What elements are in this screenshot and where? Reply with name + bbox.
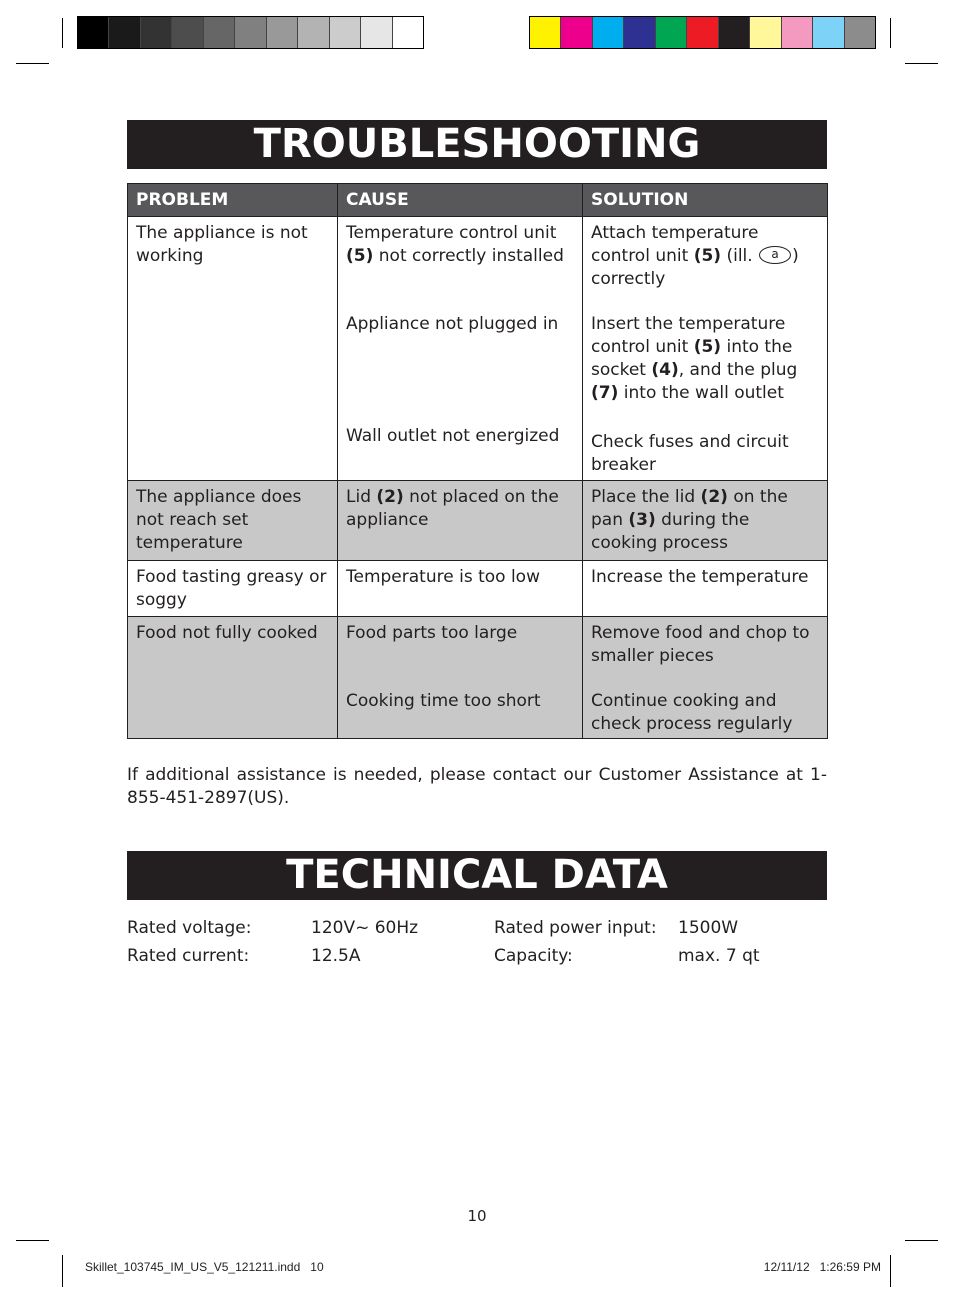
problem-cell (128, 617, 338, 739)
solution-text: Check fuses and circuit breaker (591, 432, 789, 475)
cause-text: Lid (2) not placed on the appliance (346, 487, 559, 530)
color-swatch (719, 17, 750, 48)
color-swatch (750, 17, 781, 48)
crop-mark (16, 1240, 49, 1241)
solution-cell (583, 617, 828, 739)
solution-text: Attach temperature control unit (5) (ill. a ) correctly (591, 223, 799, 289)
table-row (128, 561, 828, 617)
color-swatch (141, 17, 172, 48)
cause-text: Temperature is too low (346, 567, 540, 587)
grayscale-calibration-bar (77, 16, 424, 49)
problem-cell (128, 481, 338, 561)
crop-mark (890, 18, 891, 48)
illustration-a-icon: a (759, 246, 791, 264)
color-calibration-bar (529, 16, 876, 49)
cause-text: Food parts too large (346, 623, 518, 643)
problem-cell (128, 217, 338, 481)
table-header-row (128, 184, 828, 217)
color-swatch (782, 17, 813, 48)
crop-mark (905, 63, 938, 64)
problem-text: The appliance is not working (136, 223, 308, 266)
color-swatch (813, 17, 844, 48)
color-swatch (204, 17, 235, 48)
slug-filename: Skillet_103745_IM_US_V5_121211.indd 10 (85, 1260, 324, 1274)
tech-labels-right (494, 914, 657, 970)
crop-mark (62, 1255, 63, 1287)
crop-mark (905, 1240, 938, 1241)
solution-cell (583, 561, 828, 617)
rated-voltage-label: Rated voltage: (127, 918, 252, 938)
solution-cell (583, 481, 828, 561)
rated-power-label: Rated power input: (494, 918, 657, 938)
slug-timestamp: 12/11/12 1:26:59 PM (763, 1260, 881, 1274)
cause-text: Appliance not plugged in (346, 314, 559, 334)
color-swatch (530, 17, 561, 48)
solution-text: Remove food and chop to smaller pieces (591, 623, 810, 666)
cause-cell (338, 561, 583, 617)
cause-cell (338, 617, 583, 739)
color-swatch (298, 17, 329, 48)
tech-values-right (678, 914, 760, 970)
column-header-problem: PROBLEM (128, 184, 338, 217)
column-header-solution: SOLUTION (583, 184, 828, 217)
table-row (128, 481, 828, 561)
color-swatch (109, 17, 140, 48)
problem-text: Food not fully cooked (136, 623, 318, 643)
color-swatch (593, 17, 624, 48)
troubleshooting-heading: TROUBLESHOOTING (127, 120, 827, 169)
solution-text: Insert the temperature control unit (5) into the socket (4), and the plug (7) into the wall outlet (591, 314, 798, 403)
tech-values-left (311, 914, 418, 970)
problem-cell (128, 561, 338, 617)
table-row (128, 617, 828, 739)
troubleshooting-table (127, 183, 828, 739)
color-swatch (687, 17, 718, 48)
color-swatch (267, 17, 298, 48)
cause-cell (338, 217, 583, 481)
rated-current-value: 12.5A (311, 946, 361, 966)
rated-power-value: 1500W (678, 918, 739, 938)
technical-data-heading: TECHNICAL DATA (127, 851, 827, 900)
solution-text: Continue cooking and check process regularly (591, 691, 793, 734)
color-swatch (845, 17, 875, 48)
table-row (128, 217, 828, 481)
color-swatch (624, 17, 655, 48)
crop-mark (16, 63, 49, 64)
cause-text: Temperature control unit (5) not correctly installed (346, 223, 564, 266)
color-swatch (656, 17, 687, 48)
solution-cell (583, 217, 828, 481)
column-header-cause: CAUSE (338, 184, 583, 217)
cause-text: Wall outlet not energized (346, 426, 560, 446)
capacity-value: max. 7 qt (678, 946, 760, 966)
color-swatch (561, 17, 592, 48)
customer-assistance-text: If additional assistance is needed, please contact our Customer Assistance at 1-855-451-2897(US). (127, 765, 827, 808)
tech-labels-left (127, 914, 251, 970)
rated-current-label: Rated current: (127, 946, 250, 966)
color-swatch (235, 17, 266, 48)
solution-text: Place the lid (2) on the pan (3) during the cooking process (591, 487, 788, 553)
color-swatch (393, 17, 423, 48)
page-number: 10 (467, 1207, 487, 1225)
color-swatch (330, 17, 361, 48)
rated-voltage-value: 120V~ 60Hz (311, 918, 419, 938)
color-swatch (172, 17, 203, 48)
capacity-label: Capacity: (494, 946, 573, 966)
crop-mark (62, 18, 63, 48)
color-swatch (78, 17, 109, 48)
crop-mark (890, 1255, 891, 1287)
problem-text: Food tasting greasy or soggy (136, 567, 327, 610)
solution-text: Increase the temperature (591, 567, 809, 587)
cause-text: Cooking time too short (346, 691, 541, 711)
problem-text: The appliance does not reach set temperature (136, 487, 302, 553)
color-swatch (361, 17, 392, 48)
cause-cell (338, 481, 583, 561)
